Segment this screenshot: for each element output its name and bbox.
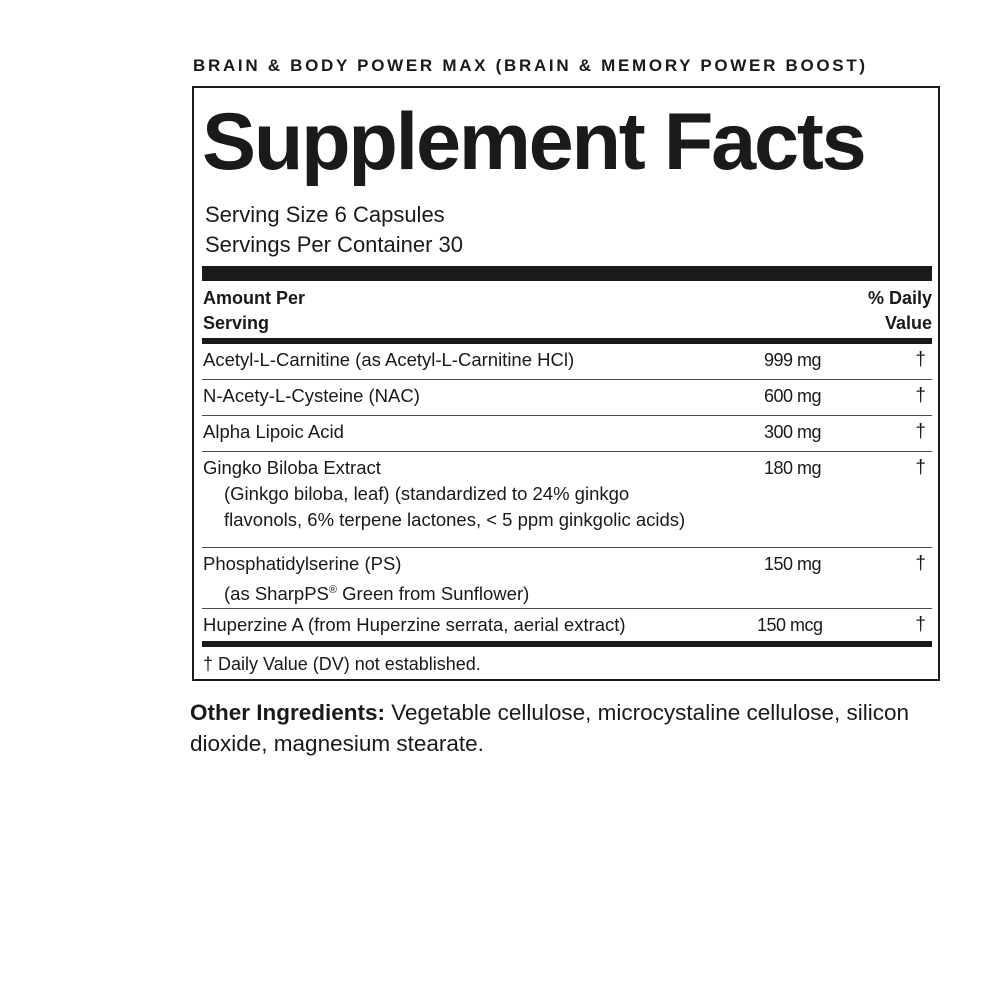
thick-divider <box>202 266 932 281</box>
ingredient-dv: † <box>915 553 926 574</box>
registered-mark: ® <box>328 584 337 596</box>
ingredient-table <box>202 344 932 645</box>
ingredient-detail: flavonols, 6% terpene lactones, < 5 ppm ginkgolic acids) <box>224 509 686 530</box>
ingredient-name: Phosphatidylserine (PS) <box>203 553 402 574</box>
detail-text: Green from Sunflower) <box>337 583 530 604</box>
ingredient-name: Alpha Lipoic Acid <box>203 421 344 442</box>
ingredient-name: Gingko Biloba Extract <box>203 457 381 478</box>
ingredient-name: Acetyl-L-Carnitine (as Acetyl-L-Carnitine HCl) <box>203 349 575 370</box>
ingredient-detail: (Ginkgo biloba, leaf) (standardized to 24% ginkgo <box>224 483 630 504</box>
footer-divider <box>202 641 932 647</box>
other-ingredients <box>190 697 950 759</box>
table-row <box>202 452 932 548</box>
other-ingredients-label: Other Ingredients: <box>190 700 386 725</box>
detail-text: (as SharpPS <box>224 583 329 604</box>
ingredient-amount: 999 mg <box>764 350 822 370</box>
ingredient-amount: 600 mg <box>764 386 822 406</box>
ingredient-dv: † <box>915 614 926 635</box>
ingredient-dv: † <box>915 421 926 442</box>
other-ingredients-text: Vegetable cellulose, microcystaline cellulose, silicon dioxide, magnesium stearate. <box>190 700 910 756</box>
daily-value-footnote: † Daily Value (DV) not established. <box>203 654 481 674</box>
ingredient-detail <box>224 577 529 607</box>
dv-header-line2: Value <box>884 313 932 333</box>
ingredient-name: Huperzine A (from Huperzine serrata, aerial extract) <box>203 614 626 635</box>
supplement-facts-panel <box>192 86 940 681</box>
serving-size: Serving Size 6 Capsules <box>205 202 445 227</box>
servings-per-container: Servings Per Container 30 <box>205 232 464 257</box>
ingredient-amount: 150 mg <box>764 554 822 574</box>
table-row <box>202 416 932 452</box>
ingredient-dv: † <box>915 457 926 478</box>
amount-per-serving-header <box>203 286 403 336</box>
ingredient-name: N-Acety-L-Cysteine (NAC) <box>203 385 420 406</box>
daily-value-header <box>812 286 932 336</box>
amount-header-line2: Serving <box>203 313 270 333</box>
product-name: BRAIN & BODY POWER MAX (BRAIN & MEMORY POWER BOOST) <box>193 56 868 75</box>
ingredient-amount: 300 mg <box>764 422 822 442</box>
amount-header-line1: Amount Per <box>203 288 306 308</box>
ingredient-dv: † <box>915 385 926 406</box>
table-row <box>202 548 932 609</box>
table-row <box>202 609 932 645</box>
table-row <box>202 344 932 380</box>
panel-title: Supplement Facts <box>202 97 865 187</box>
ingredient-amount: 180 mg <box>764 458 822 478</box>
table-row <box>202 380 932 416</box>
ingredient-amount: 150 mcg <box>757 615 823 635</box>
ingredient-dv: † <box>915 349 926 370</box>
dv-header-line1: % Daily <box>867 288 932 308</box>
